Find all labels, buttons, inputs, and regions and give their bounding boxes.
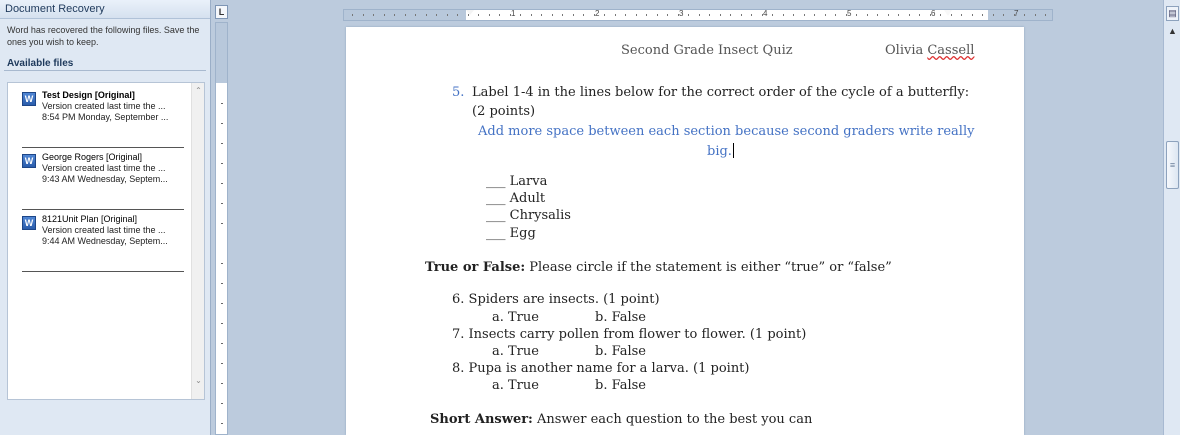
ruler-dot	[636, 14, 637, 16]
question-5-text: Label 1-4 in the lines below for the correct order of the cycle of a butterfly:	[472, 85, 970, 100]
ruler-number: 6	[931, 9, 936, 18]
author-last-name: Cassell	[927, 43, 975, 58]
question-6-option-b: b. False	[595, 310, 646, 325]
ruler-dot	[688, 14, 689, 16]
ruler-number: 2	[595, 9, 600, 18]
ruler-dot	[709, 14, 710, 16]
ruler-dot	[678, 14, 679, 16]
blank-larva: ___ Larva	[486, 174, 548, 189]
ruler-dot	[352, 14, 353, 16]
recovered-files-list	[7, 82, 205, 400]
short-answer-heading: Short Answer:	[430, 412, 533, 427]
recovery-pane-title: Document Recovery	[0, 0, 210, 19]
ruler-tick	[221, 203, 223, 204]
ruler-dot	[846, 14, 847, 16]
ruler-dot	[405, 14, 406, 16]
ruler-dot	[940, 14, 941, 16]
ruler-dot	[751, 14, 752, 16]
question-7-option-b: b. False	[595, 344, 646, 359]
author-first-name: Olivia	[885, 43, 928, 58]
ruler-margin-shade	[216, 23, 227, 83]
ruler-tick	[221, 123, 223, 124]
available-files-label: Available files	[4, 58, 206, 71]
ruler-tick	[221, 323, 223, 324]
file-time: 9:44 AM Wednesday, Septem...	[42, 236, 168, 246]
ruler-dot	[646, 14, 647, 16]
short-answer-section	[430, 412, 812, 427]
scrollbar-thumb[interactable]: ≡	[1166, 141, 1179, 189]
ruler-dot	[793, 14, 794, 16]
recovery-info-text: Word has recovered the following files. Save the ones you wish to keep.	[7, 25, 200, 47]
ruler-number: 7	[1014, 9, 1019, 18]
ruler-dot	[762, 14, 763, 16]
comment-line-2-text: big.	[707, 144, 732, 159]
vertical-ruler[interactable]	[215, 22, 228, 435]
ruler-dot	[541, 14, 542, 16]
ruler-tick	[221, 223, 223, 224]
recovery-list-scrollbar[interactable]	[191, 83, 204, 399]
ruler-dot	[531, 14, 532, 16]
ruler-tick	[221, 303, 223, 304]
ruler-dot	[993, 14, 994, 16]
recovered-file-item[interactable]	[22, 86, 184, 148]
ruler-dot	[468, 14, 469, 16]
ruler-dot	[772, 14, 773, 16]
ruler-dot	[415, 14, 416, 16]
file-description: Version created last time the ...	[42, 101, 166, 111]
ruler-dot	[1014, 14, 1015, 16]
ruler-right-margin-shade	[988, 10, 1052, 20]
ruler-dot	[573, 14, 574, 16]
ruler-dot	[426, 14, 427, 16]
ruler-dot	[562, 14, 563, 16]
question-6: 6. Spiders are insects. (1 point)	[452, 292, 660, 307]
file-name: 8121Unit Plan [Original]	[42, 214, 138, 224]
ruler-dot	[552, 14, 553, 16]
ruler-dot	[783, 14, 784, 16]
scroll-up-icon[interactable]: ⌃	[195, 86, 202, 95]
file-separator	[22, 271, 184, 272]
true-false-instructions: Please circle if the statement is either “true” or “false”	[525, 260, 892, 275]
ruler-tick	[221, 423, 223, 424]
ruler-dot	[499, 14, 500, 16]
ruler-dot	[909, 14, 910, 16]
ruler-dot	[667, 14, 668, 16]
ruler-tick	[221, 343, 223, 344]
ruler-number: 3	[679, 9, 684, 18]
ruler-dot	[867, 14, 868, 16]
ruler-dot	[394, 14, 395, 16]
ruler-dot	[961, 14, 962, 16]
ruler-dot	[1003, 14, 1004, 16]
ruler-dot	[699, 14, 700, 16]
question-8-option-b: b. False	[595, 378, 646, 393]
question-7-option-a: a. True	[492, 344, 539, 359]
recovered-file-item[interactable]	[22, 148, 184, 210]
ruler-dot	[615, 14, 616, 16]
comment-line-2	[707, 143, 734, 159]
ruler-dot	[919, 14, 920, 16]
ruler-dot	[520, 14, 521, 16]
ruler-dot	[363, 14, 364, 16]
question-5-number: 5.	[452, 85, 465, 100]
horizontal-ruler[interactable]	[343, 9, 1053, 21]
true-false-heading: True or False:	[425, 260, 526, 275]
comment-line-1: Add more space between each section because second graders write really	[478, 124, 975, 139]
ruler-tick	[221, 183, 223, 184]
ruler-dot	[804, 14, 805, 16]
ruler-dot	[489, 14, 490, 16]
scroll-down-icon[interactable]: ⌄	[195, 376, 202, 385]
ruler-dot	[856, 14, 857, 16]
ruler-dot	[1024, 14, 1025, 16]
file-name: Test Design [Original]	[42, 90, 135, 100]
ruler-dot	[594, 14, 595, 16]
ruler-dot	[625, 14, 626, 16]
ruler-dot	[741, 14, 742, 16]
question-5-points: (2 points)	[472, 104, 536, 119]
question-8: 8. Pupa is another name for a larva. (1 point)	[452, 361, 750, 376]
ruler-dot	[930, 14, 931, 16]
ruler-dot	[436, 14, 437, 16]
ruler-tick	[221, 163, 223, 164]
file-time: 8:54 PM Monday, September ...	[42, 112, 169, 122]
blank-egg: ___ Egg	[486, 226, 536, 241]
ruler-dot	[898, 14, 899, 16]
word-document-icon: W	[22, 92, 36, 106]
header-author	[885, 43, 974, 58]
blank-adult: ___ Adult	[486, 191, 546, 206]
ruler-dot	[730, 14, 731, 16]
ruler-tick	[221, 103, 223, 104]
tab-selector-button[interactable]: L	[215, 5, 228, 19]
view-ruler-toggle-icon[interactable]: ▤	[1166, 6, 1179, 21]
ruler-dot	[583, 14, 584, 16]
ruler-tick	[221, 363, 223, 364]
word-document-icon: W	[22, 154, 36, 168]
ruler-dot	[478, 14, 479, 16]
ruler-dot	[825, 14, 826, 16]
ruler-dot	[720, 14, 721, 16]
ruler-dot	[510, 14, 511, 16]
ruler-dot	[814, 14, 815, 16]
ruler-dot	[457, 14, 458, 16]
ruler-dot	[657, 14, 658, 16]
header-title: Second Grade Insect Quiz	[621, 43, 793, 58]
ruler-dot	[951, 14, 952, 16]
question-8-option-a: a. True	[492, 378, 539, 393]
ruler-dot	[835, 14, 836, 16]
scroll-up-arrow-icon[interactable]: ▲	[1168, 26, 1177, 36]
ruler-tick	[221, 263, 223, 264]
file-time: 9:43 AM Wednesday, Septem...	[42, 174, 168, 184]
question-7: 7. Insects carry pollen from flower to flower. (1 point)	[452, 327, 807, 342]
ruler-dot	[447, 14, 448, 16]
blank-chrysalis: ___ Chrysalis	[486, 208, 571, 223]
file-name: George Rogers [Original]	[42, 152, 143, 162]
file-description: Version created last time the ...	[42, 225, 166, 235]
ruler-number: 5	[847, 9, 852, 18]
ruler-dot	[982, 14, 983, 16]
ruler-dot	[972, 14, 973, 16]
document-vertical-scrollbar[interactable]	[1163, 0, 1180, 435]
ruler-number: 4	[763, 9, 768, 18]
ruler-dot	[604, 14, 605, 16]
ruler-tick	[221, 403, 223, 404]
word-document-icon: W	[22, 216, 36, 230]
true-false-section	[425, 260, 892, 275]
recovered-file-item[interactable]	[22, 210, 184, 272]
document-recovery-pane	[0, 0, 211, 435]
ruler-tick	[221, 143, 223, 144]
document-page[interactable]	[346, 27, 1024, 435]
ruler-number: 1	[511, 9, 516, 18]
question-6-option-a: a. True	[492, 310, 539, 325]
ruler-tick	[221, 283, 223, 284]
short-answer-instructions: Answer each question to the best you can	[532, 412, 813, 427]
text-cursor	[733, 143, 734, 158]
file-description: Version created last time the ...	[42, 163, 166, 173]
ruler-dot	[373, 14, 374, 16]
ruler-dot	[384, 14, 385, 16]
ruler-tick	[221, 383, 223, 384]
ruler-dot	[1045, 14, 1046, 16]
ruler-dot	[877, 14, 878, 16]
ruler-dot	[1035, 14, 1036, 16]
ruler-dot	[888, 14, 889, 16]
